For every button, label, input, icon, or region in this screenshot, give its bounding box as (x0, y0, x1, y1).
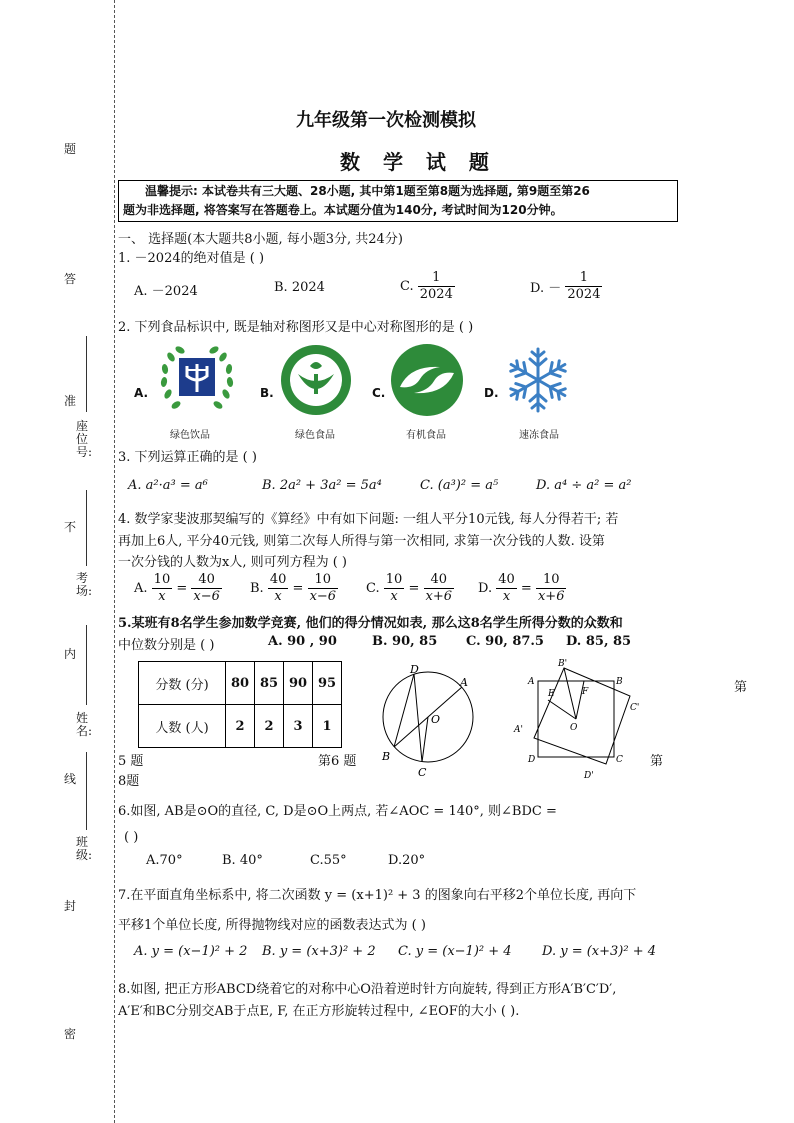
q6-line-2: ( ) (124, 830, 139, 845)
q2-caption-b: 绿色食品 (295, 430, 335, 441)
q3-option-b: B. 2a² + 3a² = 5a⁴ (262, 478, 382, 493)
q1-d-label: D. － (530, 281, 562, 296)
table-cell: 2 (255, 705, 284, 748)
q4-option-d: D. $\frac{40}{x}$ = $\frac{10}{x+6}$ (478, 572, 565, 604)
q2-stem: 2. 下列食品标识中, 既是轴对称图形又是中心对称图形的是 ( ) (118, 320, 474, 335)
label-D: D (528, 755, 536, 765)
q4-a-n2: 40 (191, 572, 222, 589)
q2-caption-c: 有机食品 (406, 430, 446, 441)
q4-option-a: A. $\frac{10}{x}$ = $\frac{40}{x-6}$ (134, 572, 220, 604)
q7-option-a: A. y = (x−1)² + 2 (134, 944, 248, 959)
q4-option-b: B. $\frac{40}{x}$ = $\frac{10}{x-6}$ (250, 572, 337, 604)
q5-option-c: C. 90, 87.5 (466, 634, 544, 649)
binding-char-da: 答 (64, 272, 77, 286)
fig8-caption-b: 8题 (118, 774, 140, 789)
q4-c-d2: x+6 (425, 589, 452, 604)
q1-stem: 1. －2024的绝对值是 ( ) (118, 251, 265, 266)
q5-option-b: B. 90, 85 (372, 634, 438, 649)
q2-label-b: B. (260, 386, 274, 400)
q3-option-c: C. (a³)² = a⁵ (420, 478, 499, 493)
q1-option-d (530, 270, 602, 303)
table-cell: 80 (226, 662, 255, 705)
label-C: C (418, 766, 427, 779)
q2-label-d: D. (484, 386, 499, 400)
q4-a-d1: x (158, 589, 166, 604)
q7-option-c: C. y = (x−1)² + 4 (398, 944, 512, 959)
label-E: E (548, 689, 555, 699)
q8-line-1: 8.如图, 把正方形ABCD绕着它的对称中心O沿着逆时针方向旋转, 得到正方形A′B′C′D′, (118, 982, 617, 997)
q4-c-n1: 10 (385, 572, 403, 587)
table-row (139, 662, 342, 705)
snowflake-icon (504, 346, 572, 414)
q1-c-numerator: 1 (418, 270, 455, 287)
q4-c-d1: x (390, 589, 398, 604)
name-line (86, 625, 87, 705)
q2-label-c: C. (372, 386, 386, 400)
q1-option-b: B. 2024 (274, 280, 325, 295)
q8-line-2: A′E′和BC分别交AB于点E, F, 在正方形旋转过程中, ∠EOF的大小 ( ). (118, 1004, 520, 1019)
table-cell: 分数 (分) (139, 662, 226, 705)
class-line (86, 752, 87, 830)
q4-b-n1: 40 (269, 572, 287, 587)
label-F: F (582, 687, 589, 697)
q4-line-1: 4. 数学家斐波那契编写的《算经》中有如下问题: 一组人平分10元钱, 每人分得若干; 若 (118, 512, 619, 527)
label-O: O (570, 723, 578, 733)
q7-line-2: 平移1个单位长度, 所得抛物线对应的函数表达式为 ( ) (118, 918, 426, 933)
q4-a-d2: x−6 (193, 589, 220, 604)
q5-option-d: D. 85, 85 (566, 634, 632, 649)
label-B-prime: B' (558, 659, 568, 669)
label-C-prime: C' (630, 703, 640, 713)
binding-char-feng: 封 (64, 899, 77, 913)
seat-number-label: 座位号: (76, 419, 93, 459)
q7-option-d: D. y = (x+3)² + 4 (542, 944, 657, 959)
q4-line-2: 再加上6人, 平分40元钱, 则第二次每人所得与第一次相同, 求第一次分钱的人数. 设第 (118, 534, 605, 549)
q5-line-2: 中位数分别是 ( ) (118, 638, 215, 653)
table-cell: 90 (284, 662, 313, 705)
q4-c-label: C. (366, 581, 380, 596)
label-B: B (616, 677, 623, 687)
q3-option-a: A. a²·a³ = a⁶ (128, 478, 208, 493)
q2-label-a: A. (134, 386, 149, 400)
q1-c-label: C. (400, 279, 414, 294)
fig6-caption: 第6 题 (318, 754, 357, 769)
section-1-heading: 一、 选择题(本大题共8小题, 每小题3分, 共24分) (118, 232, 403, 247)
label-D-prime: D' (584, 771, 594, 781)
notice-line-1: 温馨提示: 本试卷共有三大题、28小题, 其中第1题至第8题为选择题, 第9题至第26 (145, 184, 590, 198)
table-cell: 2 (226, 705, 255, 748)
q6-line-1: 6.如图, AB是⊙O的直径, C, D是⊙O上两点, 若∠AOC = 140°, 则∠BDC = (118, 804, 557, 819)
table-cell: 人数 (人) (139, 705, 226, 748)
q3-option-d: D. a⁴ ÷ a² = a² (536, 478, 632, 493)
q6-circle-figure (378, 662, 478, 782)
exam-room-label: 考场: (76, 571, 93, 598)
fig8-caption-a: 第 (650, 754, 664, 769)
class-label: 班级: (76, 835, 93, 862)
table-cell: 1 (313, 705, 342, 748)
organic-food-logo-icon (390, 343, 464, 417)
q4-d-label: D. (478, 581, 493, 596)
fig5-caption: 5 题 (118, 754, 144, 769)
q5-score-table (138, 661, 342, 748)
q3-stem: 3. 下列运算正确的是 ( ) (118, 450, 257, 465)
q4-a-label: A. (134, 581, 148, 596)
q7-line-1: 7.在平面直角坐标系中, 将二次函数 y = (x+1)² + 3 的图象向右平移2个单位长度, 再向下 (118, 888, 637, 903)
q1-option-c (400, 270, 455, 303)
side-di-label: 第 (734, 680, 748, 695)
label-B: B (382, 750, 391, 763)
notice-line-2: 题为非选择题, 将答案写在答题卷上。本试题分值为140分, 考试时间为120分钟。 (123, 203, 563, 217)
binding-char-mi: 密 (64, 1027, 77, 1041)
q4-a-n1: 10 (153, 572, 171, 587)
exam-title: 九年级第一次检测模拟 (296, 110, 476, 131)
q1-c-denominator: 2024 (419, 287, 453, 302)
q8-square-figure (510, 656, 650, 782)
q4-b-n2: 10 (308, 572, 339, 589)
binding-char-bu: 不 (64, 520, 77, 534)
green-drink-logo-icon (158, 344, 236, 416)
q6-option-b: B. 40° (222, 853, 263, 868)
exam-subtitle: 数 学 试 题 (340, 150, 497, 174)
q6-option-d: D.20° (388, 853, 426, 868)
q1-d-denominator: 2024 (567, 287, 601, 302)
green-food-logo-icon (280, 344, 352, 416)
q4-line-3: 一次分钱的人数为x人, 则可列方程为 ( ) (118, 555, 348, 570)
notice-box (118, 180, 678, 222)
q7-option-b: B. y = (x+3)² + 2 (262, 944, 376, 959)
q5-line-1: 5.某班有8名学生参加数学竞赛, 他们的得分情况如表, 那么这8名学生所得分数的众数和 (118, 616, 623, 631)
exam-room-line (86, 490, 87, 566)
q4-c-n2: 40 (424, 572, 455, 589)
q5-option-a: A. 90 , 90 (268, 634, 337, 649)
label-O: O (431, 713, 441, 726)
q4-d-n1: 40 (498, 572, 515, 587)
label-A: A (528, 677, 535, 687)
binding-char-zhun: 准 (64, 394, 77, 408)
q1-d-numerator: 1 (565, 270, 602, 287)
label-A: A (460, 676, 468, 689)
q4-d-n2: 10 (536, 572, 567, 589)
table-cell: 3 (284, 705, 313, 748)
table-cell: 95 (313, 662, 342, 705)
binding-dashed-line (114, 0, 115, 1123)
q4-d-d2: x+6 (537, 589, 565, 604)
q4-b-label: B. (250, 581, 264, 596)
q2-caption-a: 绿色饮品 (170, 430, 210, 441)
binding-char-ti: 题 (64, 142, 77, 156)
q4-d-d1: x (502, 589, 511, 604)
label-A-prime: A' (514, 725, 523, 735)
label-C: C (616, 755, 623, 765)
q4-option-c: C. $\frac{10}{x}$ = $\frac{40}{x+6}$ (366, 572, 452, 604)
q4-b-d1: x (274, 589, 282, 604)
q1-option-a: A. －2024 (134, 284, 198, 299)
q6-option-a: A.70° (146, 853, 183, 868)
name-label: 姓名: (76, 711, 93, 738)
q4-b-d2: x−6 (309, 589, 337, 604)
table-cell: 85 (255, 662, 284, 705)
table-row (139, 705, 342, 748)
binding-char-xian: 线 (64, 772, 77, 786)
label-D: D (410, 663, 419, 676)
q2-caption-d: 速冻食品 (519, 430, 559, 441)
binding-char-nei: 内 (64, 647, 77, 661)
seat-number-line (86, 336, 87, 412)
q6-option-c: C.55° (310, 853, 347, 868)
